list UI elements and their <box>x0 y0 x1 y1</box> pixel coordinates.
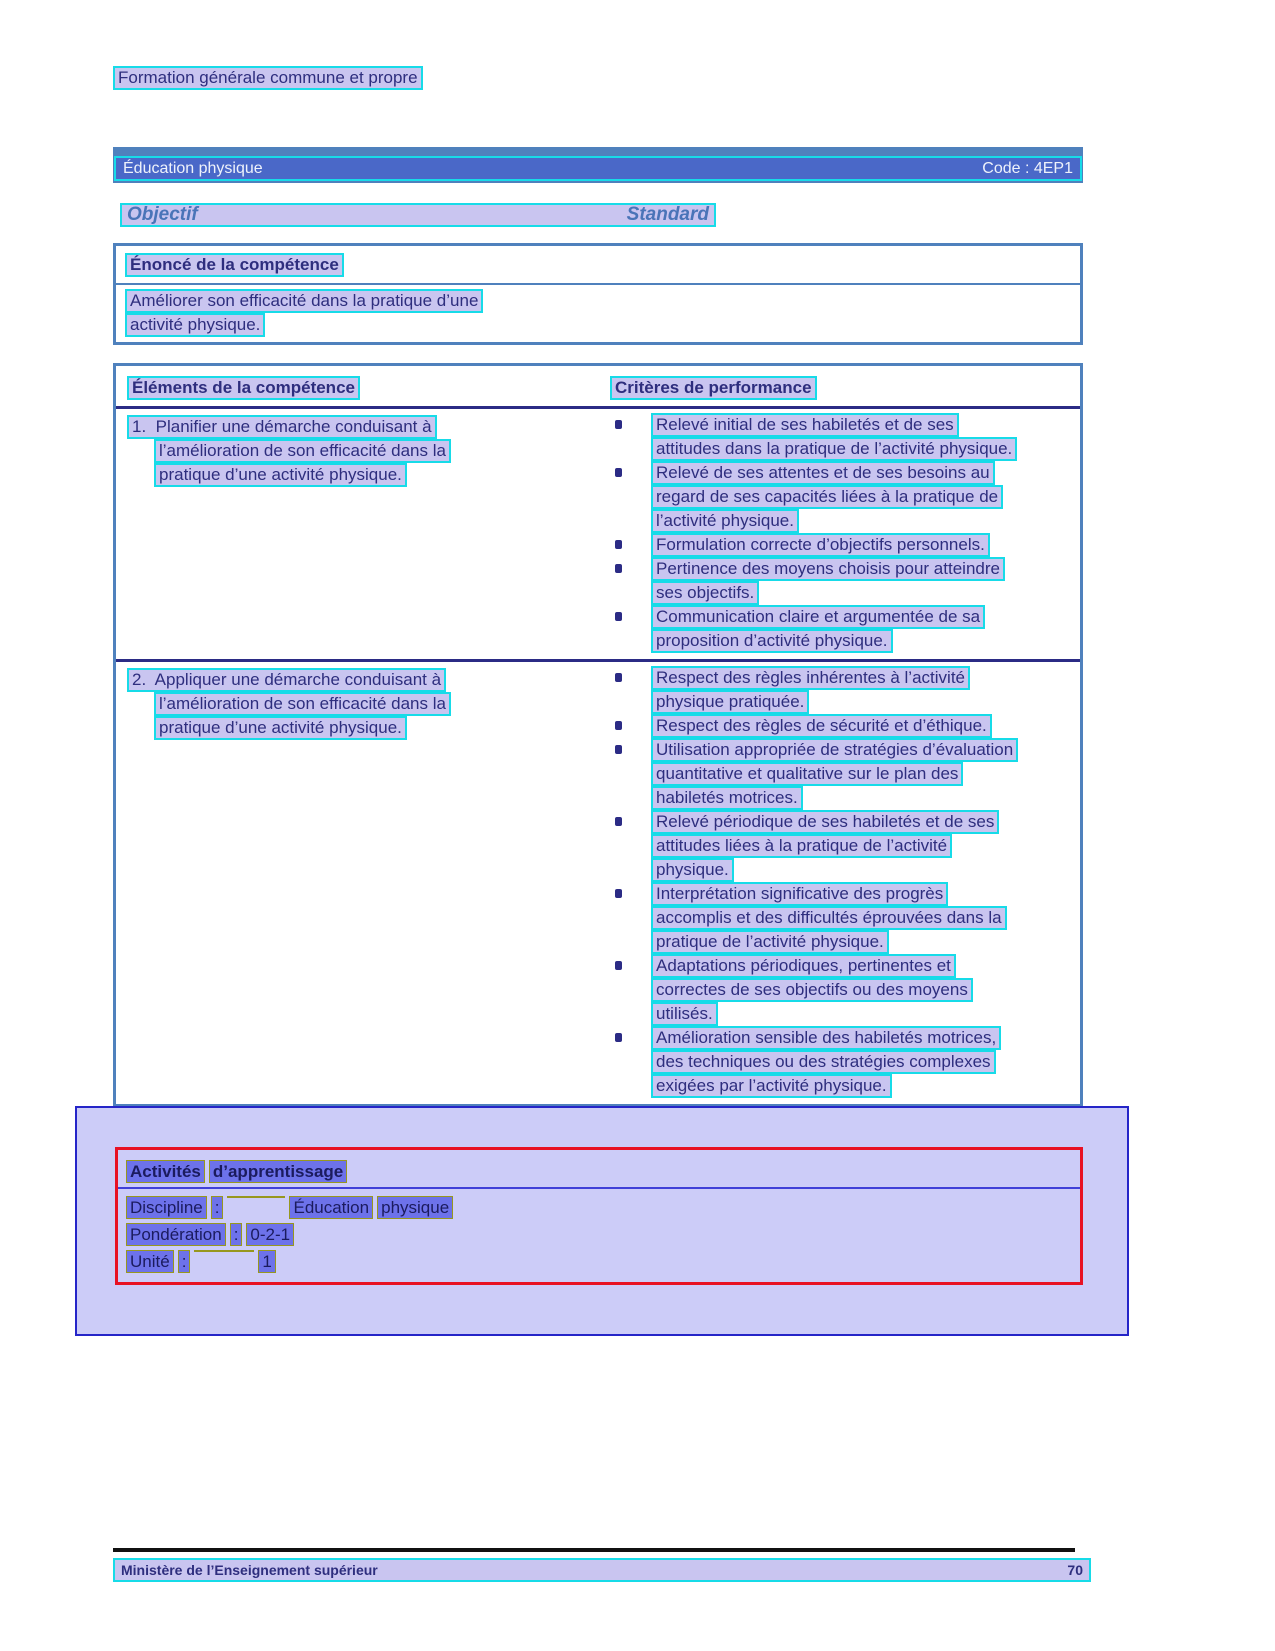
word-box: d’apprentissage <box>209 1160 347 1183</box>
highlighted-text-line: Interprétation significative des progrès <box>651 882 948 906</box>
highlighted-text-line: utilisés. <box>651 1002 718 1026</box>
table-body <box>116 409 1080 1104</box>
criteria-item <box>610 714 1080 738</box>
bullet-icon <box>615 564 622 573</box>
bullet-icon <box>615 540 622 549</box>
section-label <box>113 66 423 90</box>
activities-row <box>126 1196 1080 1219</box>
highlighted-text-line: quantitative et qualitative sur le plan des <box>651 762 963 786</box>
word-box: physique <box>377 1196 453 1219</box>
word-box: Éducation <box>289 1196 373 1219</box>
highlighted-text-line: Adaptations périodiques, pertinentes et <box>651 954 956 978</box>
objectif-label: Objectif <box>127 204 198 225</box>
highlighted-text-line: physique pratiquée. <box>651 690 809 714</box>
criteria-item <box>610 810 1080 882</box>
page-number: 70 <box>1067 1562 1083 1578</box>
highlighted-text-line: proposition d’activité physique. <box>651 629 893 653</box>
activities-rows <box>118 1189 1080 1273</box>
criteria-item <box>610 954 1080 1026</box>
highlighted-text-line: l’amélioration de son efficacité dans la <box>154 439 451 463</box>
highlighted-text-line: Formulation correcte d’objectifs personnels. <box>651 533 990 557</box>
course-title: Éducation physique <box>123 159 263 177</box>
highlighted-text-line: physique. <box>651 858 734 882</box>
highlighted-text-line: habiletés motrices. <box>651 786 803 810</box>
highlighted-text-line: Relevé de ses attentes et de ses besoins au <box>651 461 995 485</box>
course-code: Code : 4EP1 <box>982 159 1073 177</box>
bullet-icon <box>615 612 622 621</box>
highlighted-text-line: 1. Planifier une démarche conduisant à <box>127 415 437 439</box>
col-header-elements: Éléments de la compétence <box>127 376 360 400</box>
standard-label: Standard <box>626 204 709 225</box>
highlighted-text-line: accomplis et des difficultés éprouvées dans la <box>651 906 1007 930</box>
criteria-item <box>610 738 1080 810</box>
word-box: 1 <box>258 1250 275 1273</box>
section-label-text: Formation générale commune et propre <box>113 66 423 90</box>
word-box: : <box>178 1250 191 1273</box>
highlighted-text-line: regard de ses capacités liées à la pratique de <box>651 485 1003 509</box>
course-header-bar <box>113 147 1083 183</box>
highlighted-text-line: Relevé périodique de ses habiletés et de ses <box>651 810 999 834</box>
bullet-icon <box>615 817 622 826</box>
highlighted-text-line: Amélioration sensible des habiletés motrices, <box>651 1026 1001 1050</box>
bullet-icon <box>615 673 622 682</box>
word-box: : <box>211 1196 224 1219</box>
highlighted-text-line: pratique d’une activité physique. <box>154 463 407 487</box>
highlighted-text-line: Communication claire et argumentée de sa <box>651 605 985 629</box>
highlighted-text-line: pratique d’une activité physique. <box>154 716 407 740</box>
highlighted-text-line: correctes de ses objectifs ou des moyens <box>651 978 973 1002</box>
element-cell <box>116 666 610 1098</box>
word-box: : <box>230 1223 243 1246</box>
highlighted-text-line: Respect des règles inhérentes à l’activité <box>651 666 970 690</box>
bullet-icon <box>615 1033 622 1042</box>
col-header-elements-cell <box>116 366 610 406</box>
bullet-icon <box>615 961 622 970</box>
highlighted-text-line: attitudes liées à la pratique de l’activité <box>651 834 952 858</box>
highlighted-text-line: attitudes dans la pratique de l’activité physique. <box>651 437 1017 461</box>
criteria-cell <box>610 666 1080 1098</box>
criteria-item <box>610 605 1080 653</box>
table-header-row <box>116 366 1080 409</box>
footer-bar <box>113 1558 1091 1582</box>
activities-row <box>126 1250 1080 1273</box>
criteria-item <box>610 533 1080 557</box>
highlighted-text-line: des techniques ou des stratégies complexes <box>651 1050 996 1074</box>
criteria-cell <box>610 413 1080 653</box>
competence-row <box>116 409 1080 659</box>
objectif-standard-row <box>120 203 716 227</box>
word-box: Discipline <box>126 1196 207 1219</box>
competence-table <box>113 363 1083 1107</box>
highlighted-text-line: l’activité physique. <box>651 509 799 533</box>
highlighted-text-line: 2. Appliquer une démarche conduisant à <box>127 668 446 692</box>
col-header-criteres: Critères de performance <box>610 376 817 400</box>
criteria-item <box>610 666 1080 714</box>
criteria-item <box>610 1026 1080 1098</box>
enonce-competence-box <box>113 243 1083 345</box>
highlighted-text-line: Relevé initial de ses habiletés et de ses <box>651 413 959 437</box>
bullet-icon <box>615 420 622 429</box>
bullet-icon <box>615 745 622 754</box>
criteria-item <box>610 461 1080 533</box>
enonce-title: Énoncé de la compétence <box>125 253 344 277</box>
criteria-item <box>610 413 1080 461</box>
highlighted-text-line: pratique de l’activité physique. <box>651 930 889 954</box>
highlighted-text-line: ses objectifs. <box>651 581 759 605</box>
highlighted-text-line: Respect des règles de sécurité et d’éthique. <box>651 714 992 738</box>
highlighted-text-line: activité physique. <box>125 313 265 337</box>
course-header-highlight <box>114 156 1082 181</box>
highlighted-text-line: exigées par l’activité physique. <box>651 1074 892 1098</box>
element-cell <box>116 413 610 653</box>
enonce-title-row <box>116 246 1080 285</box>
word-box: Unité <box>126 1250 174 1273</box>
activities-box <box>115 1147 1083 1285</box>
highlighted-text-line: Pertinence des moyens choisis pour atteindre <box>651 557 1005 581</box>
activities-row <box>126 1223 1080 1246</box>
criteria-item <box>610 557 1080 605</box>
highlighted-text-line: l’amélioration de son efficacité dans la <box>154 692 451 716</box>
bullet-icon <box>615 468 622 477</box>
col-header-criteres-cell <box>610 366 1080 406</box>
criteria-item <box>610 882 1080 954</box>
highlighted-text-line: Améliorer son efficacité dans la pratique d’une <box>125 289 483 313</box>
word-box <box>227 1196 285 1198</box>
bullet-icon <box>615 889 622 898</box>
bullet-icon <box>615 721 622 730</box>
footer-text: Ministère de l’Enseignement supérieur <box>121 1562 378 1578</box>
enonce-body <box>116 285 1080 337</box>
word-box: 0-2-1 <box>246 1223 294 1246</box>
word-box: Activités <box>126 1160 205 1183</box>
competence-row <box>116 659 1080 1104</box>
word-box: Pondération <box>126 1223 226 1246</box>
activities-title-row <box>118 1150 1080 1189</box>
footer-rule <box>113 1548 1075 1552</box>
highlighted-text-line: Utilisation appropriée de stratégies d’évaluation <box>651 738 1018 762</box>
word-box <box>194 1250 254 1252</box>
